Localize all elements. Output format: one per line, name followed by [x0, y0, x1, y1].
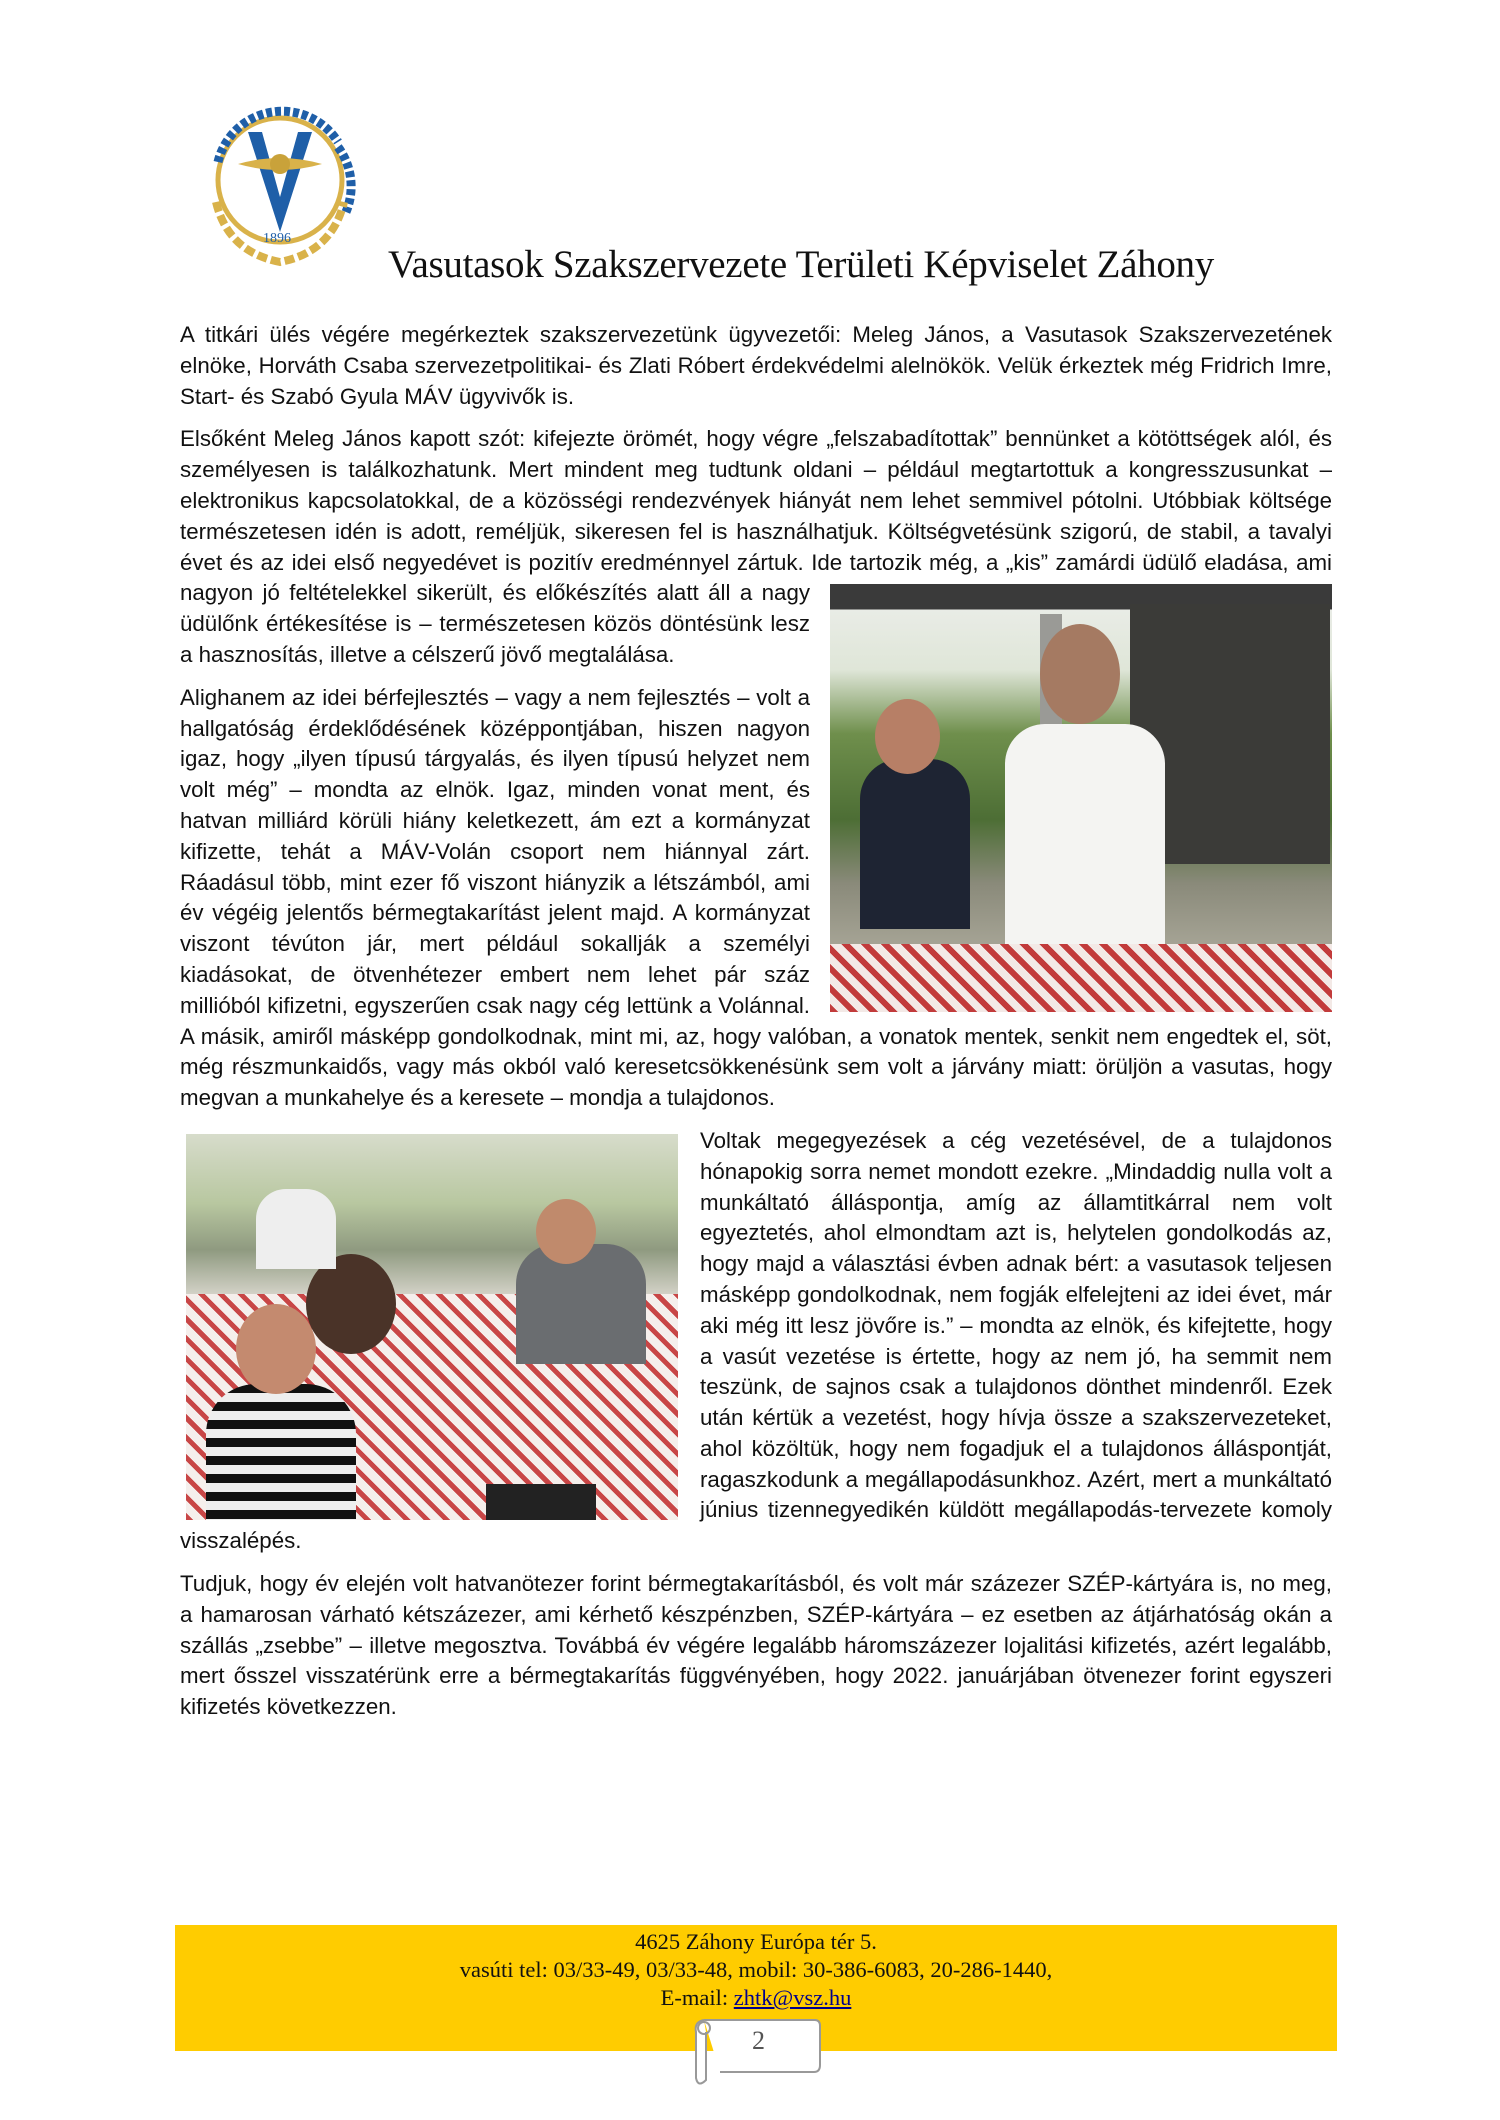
email-link[interactable]: zhtk@vsz.hu [733, 1985, 852, 2010]
photo-meeting-table [186, 1134, 678, 1520]
page-number-scroll [690, 2010, 825, 2085]
page-number: 2 [752, 2026, 765, 2055]
paragraph-wage-development: Alighanem az idei bérfejlesztés – vagy a nem fejlesztés – volt a hallgatóság érdeklődésének középpontjában, hiszen nagyon igaz, hogy „ilyen típusú tárgyalás, és ilyen típusú helyzet nem volt még” – mondta az elnök. Igaz, minden vonat ment, és hatvan milliárd körüli hiány keletkezett, ám ezt a kormányzat kifizette, tehát a MÁV-Volán csoport nem hiánnyal zárt. Ráadásul több, mint ezer fő viszont hiányzik a létszámból, ami év végéig jelentős bérmegtakarítást jelent majd. A kormányzat viszont tévúton jár, mert például sokallják a személyi kiadásokat, de ötvenhétezer embert nem lehet pár száz millióból kifizetni, egyszerűen csak nagy cég lettünk a Volánnal. A másik, amiről másképp gondolkodnak, mint mi, az, hogy valóban, a vonatok mentek, senkit nem engedtek el, söt, még részmunkaidős, vagy más okból való keresetcsökkenésünk sem volt a járvány miatt: örüljön a vasutas, hogy megvan a munkahelye és a keresete – mondja a tulajdonos. [180, 684, 1332, 1111]
article-body [180, 320, 1332, 1735]
photo-speaker [830, 584, 1332, 1012]
footer-email-line [175, 1984, 1337, 2012]
footer-email-label: E-mail: [660, 1985, 734, 2010]
paragraph-payments: Tudjuk, hogy év elején volt hatvanötezer forint bérmegtakarításból, és volt már százezer SZÉP-kártyára is, no meg, a hamarosan várható kétszázezer, ami kérhető készpénzben, SZÉP-kártyára – ez esetben az átjárhatóság okán a szállás „zsebbe” – illetve megosztva. Továbbá év végére legalább háromszázezer lojalitási kifizetés, azért legalább, mert ősszel visszatérünk erre a bérmegtakarítás függvényében, hogy 2022. januárjában ötvenezer forint egyszeri kifizetés következzen. [180, 1571, 1332, 1720]
page-title: Vasutasok Szakszervezete Területi Képviselet Záhony [388, 243, 1214, 286]
paragraph-negotiations: Voltak megegyezések a cég vezetésével, de a tulajdonos hónapokig sorra nemet mondott ezekre. „Mindaddig nulla volt a munkáltató álláspontja, amíg az államtitkárral nem volt egyeztetés, ahol elmondtam azt is, helytelen gondolkodás az, hogy majd a választási évben adnak bért: a vasutasok teljesen másképp gondolkodnak, nem fogják elfelejteni az idei évet, már aki még itt lesz jövőre is.” – mondta az elnök, és kifejtette, hogy a vasút vezetése is értette, hogy az nem jó, ha semmit nem teszünk, de sajnos csak a tulajdonos dönthet mindenről. Ezek után kértük a vezetést, hogy hívja össze a szakszervezeteket, ahol közöltük, hogy nem fogadjuk el a tulajdonos álláspontját, ragaszkodunk a megállapodásunkhoz. Azért, mert a munkáltató június tizennegyedikén küldött megállapodás-tervezete komoly visszalépés. [180, 1127, 1332, 1554]
paragraph-intro: A titkári ülés végére megérkeztek szakszervezetünk ügyvezetői: Meleg János, a Vasutasok Szakszervezetének elnöke, Horváth Csaba szervezetpolitikai- és Zlati Róbert érdekvédelmi alelnökök. Velük érkeztek még Fridrich Imre, Start- és Szabó Gyula MÁV ügyvivők is. [180, 322, 1332, 409]
footer-address: 4625 Záhony Európa tér 5. [635, 1929, 877, 1954]
svg-text:1896: 1896 [263, 231, 291, 246]
paragraph-opening-speech: Elsőként Meleg János kapott szót: kifejezte örömét, hogy végre „felszabadítottak” bennünket a kötöttségek alól, és személyesen is találkozhatunk. Mert mindent meg tudtunk oldani – például megtartottuk a kongresszusunkat – elektronikus kapcsolatokkal, de a közösségi rendezvények hiányát nem lehet semmivel pótolni. Utóbbiak költsége természetesen idén is adott, reméljük, sikeresen fel is használhatjuk. Költségvetésünk szigorú, de stabil, a tavalyi évet és az idei első negyedévet is pozitív eredménnyel zártuk. Ide tartozik még, a „kis” zamárdi üdülő eladása, ami nagyon jó feltételekkel sikerült, és előkészítés alatt áll a nagy üdülőnk értékesítése is – természetesen közös döntésünk lesz a hasznosítás, illetve a célszerű jövő megtalálása. [180, 426, 1332, 667]
union-logo [188, 92, 378, 278]
footer-phones: vasúti tel: 03/33-49, 03/33-48, mobil: 30-386-6083, 20-286-1440, [459, 1957, 1053, 1982]
